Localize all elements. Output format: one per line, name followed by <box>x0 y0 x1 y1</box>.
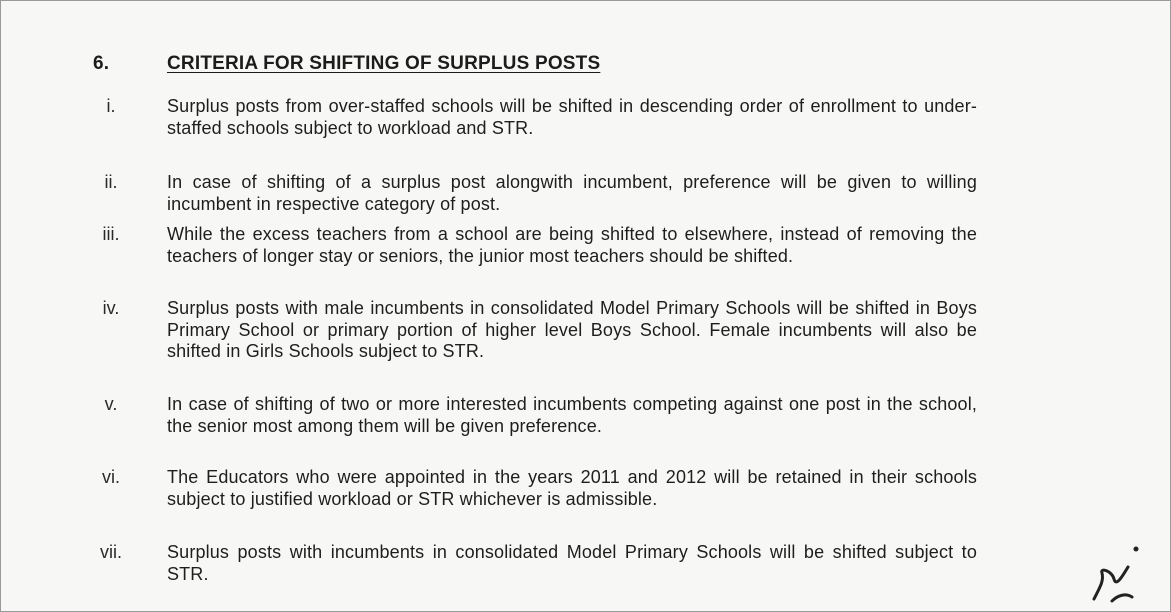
item-numeral: vii. <box>100 542 122 562</box>
handwritten-stroke <box>1112 595 1132 601</box>
item-text: Surplus posts with incumbents in consolidated Model Primary Schools will be shifted subject to STR. <box>167 542 977 584</box>
item-text: In case of shifting of a surplus post alongwith incumbent, preference will be given to willing incumbent in respective category of post. <box>167 172 977 214</box>
item-text: While the excess teachers from a school are being shifted to elsewhere, instead of removing the teachers of longer stay or seniors, the junior most teachers should be shifted. <box>167 224 977 266</box>
item-numeral: iii. <box>102 224 120 244</box>
section-title: CRITERIA FOR SHIFTING OF SURPLUS POSTS <box>167 53 601 74</box>
item-numeral: v. <box>104 394 118 414</box>
item-numeral: vi. <box>102 467 120 487</box>
item-numeral: iv. <box>102 298 120 318</box>
item-text: The Educators who were appointed in the years 2011 and 2012 will be retained in their schools subject to justified workload or STR whichever is admissible. <box>167 467 977 509</box>
item-numeral: ii. <box>104 172 118 192</box>
section-number: 6. <box>93 53 110 74</box>
item-text: In case of shifting of two or more interested incumbents competing against one post in the school, the senior most among them will be given preference. <box>167 394 977 436</box>
item-text: Surplus posts from over-staffed schools will be shifted in descending order of enrollment to under-staffed schools subject to workload and STR. <box>167 96 977 138</box>
handwritten-dot <box>1134 547 1139 552</box>
handwritten-mark <box>1082 537 1152 607</box>
item-text: Surplus posts with male incumbents in consolidated Model Primary Schools will be shifted in Boys Primary School or primary portion of higher level Boys School. Female incumbents will also be shifted in Girls Schools subject to STR. <box>167 298 977 361</box>
item-numeral: i. <box>106 96 116 116</box>
